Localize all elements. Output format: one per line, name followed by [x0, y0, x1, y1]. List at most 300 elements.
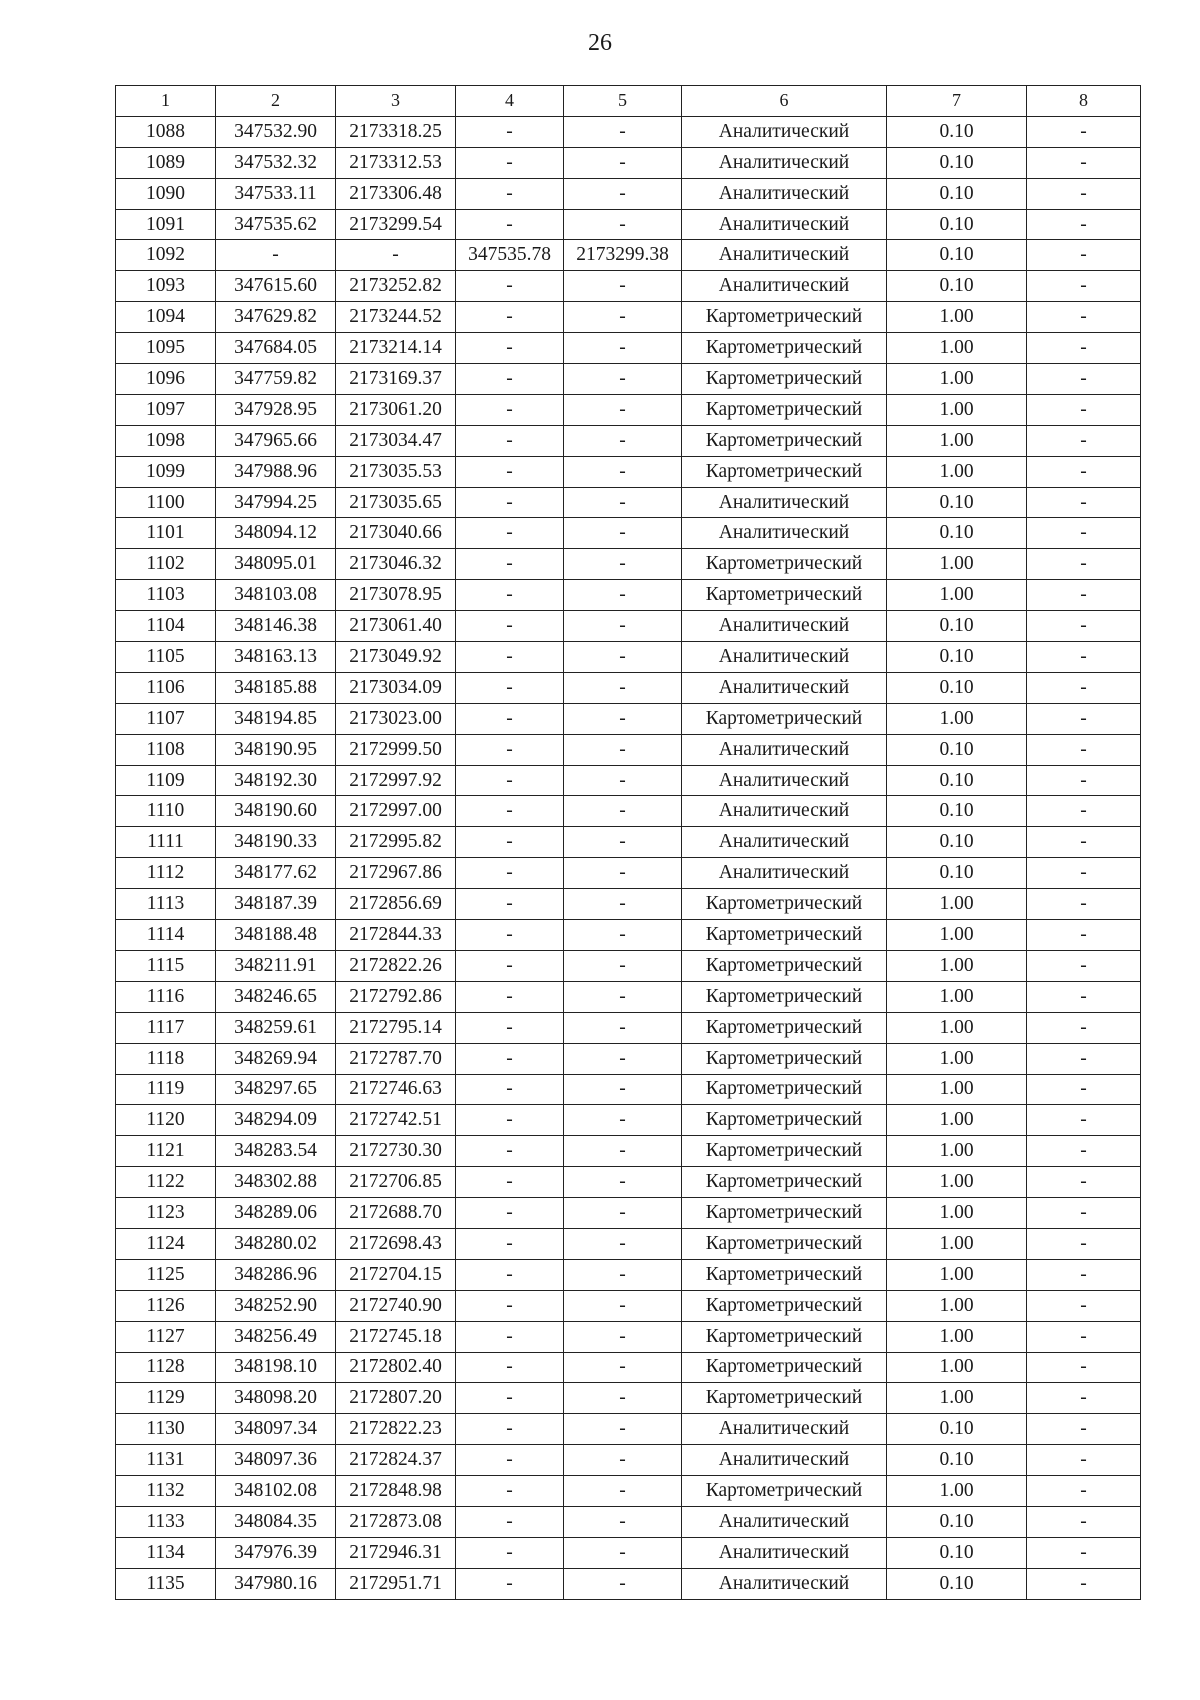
table-cell: 348280.02: [216, 1228, 336, 1259]
table-cell: 2173306.48: [336, 178, 456, 209]
table-cell: -: [456, 487, 564, 518]
table-row: [116, 116, 1141, 147]
table-cell: 348163.13: [216, 642, 336, 673]
table-cell: -: [456, 333, 564, 364]
table-cell: -: [456, 1012, 564, 1043]
table-cell: 2172822.26: [336, 950, 456, 981]
table-cell: 1127: [116, 1321, 216, 1352]
column-header-3: 3: [336, 86, 456, 117]
table-cell: 1131: [116, 1445, 216, 1476]
table-cell: 2172745.18: [336, 1321, 456, 1352]
table-row: [116, 1290, 1141, 1321]
table-cell: Картометрический: [682, 425, 887, 456]
table-cell: -: [564, 425, 682, 456]
table-cell: 1124: [116, 1228, 216, 1259]
table-cell: -: [1027, 1136, 1141, 1167]
table-cell: 1.00: [887, 1352, 1027, 1383]
table-row: [116, 394, 1141, 425]
table-cell: -: [1027, 889, 1141, 920]
table-cell: 1093: [116, 271, 216, 302]
table-cell: -: [1027, 333, 1141, 364]
table-cell: -: [1027, 425, 1141, 456]
table-cell: -: [456, 1414, 564, 1445]
table-row: [116, 827, 1141, 858]
table-cell: 2173061.40: [336, 611, 456, 642]
table-cell: 2172873.08: [336, 1506, 456, 1537]
table-cell: -: [456, 1074, 564, 1105]
table-cell: 1.00: [887, 425, 1027, 456]
table-cell: Картометрический: [682, 1136, 887, 1167]
table-cell: 2172688.70: [336, 1198, 456, 1229]
table-cell: 347532.32: [216, 147, 336, 178]
table-cell: -: [1027, 116, 1141, 147]
table-cell: -: [564, 981, 682, 1012]
table-cell: -: [456, 1105, 564, 1136]
table-cell: 0.10: [887, 1537, 1027, 1568]
table-cell: 347535.78: [456, 240, 564, 271]
table-cell: 1113: [116, 889, 216, 920]
table-cell: 0.10: [887, 209, 1027, 240]
table-cell: 2173299.54: [336, 209, 456, 240]
table-cell: 348286.96: [216, 1259, 336, 1290]
table-cell: -: [1027, 920, 1141, 951]
table-cell: 2172742.51: [336, 1105, 456, 1136]
table-cell: -: [456, 765, 564, 796]
table-cell: -: [456, 950, 564, 981]
table-cell: Аналитический: [682, 240, 887, 271]
table-cell: -: [1027, 1414, 1141, 1445]
table-cell: 1121: [116, 1136, 216, 1167]
table-cell: 1099: [116, 456, 216, 487]
table-cell: -: [456, 116, 564, 147]
table-cell: -: [564, 858, 682, 889]
table-row: [116, 302, 1141, 333]
table-cell: 0.10: [887, 116, 1027, 147]
table-cell: -: [564, 950, 682, 981]
table-row: [116, 858, 1141, 889]
table-cell: 0.10: [887, 827, 1027, 858]
table-cell: -: [564, 1476, 682, 1507]
table-cell: 1.00: [887, 1290, 1027, 1321]
table-cell: -: [1027, 827, 1141, 858]
table-cell: 2172844.33: [336, 920, 456, 951]
table-cell: Аналитический: [682, 1537, 887, 1568]
table-cell: 2172999.50: [336, 734, 456, 765]
table-cell: -: [1027, 240, 1141, 271]
table-cell: -: [564, 672, 682, 703]
table-cell: 347629.82: [216, 302, 336, 333]
table-cell: -: [456, 147, 564, 178]
table-cell: 2172822.23: [336, 1414, 456, 1445]
table-cell: 2172997.92: [336, 765, 456, 796]
table-cell: 0.10: [887, 1414, 1027, 1445]
table-row: [116, 950, 1141, 981]
table-row: [116, 672, 1141, 703]
table-cell: Аналитический: [682, 147, 887, 178]
table-cell: 348098.20: [216, 1383, 336, 1414]
table-cell: -: [456, 1383, 564, 1414]
table-cell: 1.00: [887, 950, 1027, 981]
table-cell: Картометрический: [682, 549, 887, 580]
table-row: [116, 178, 1141, 209]
table-cell: -: [564, 1290, 682, 1321]
table-cell: -: [456, 580, 564, 611]
table-cell: -: [1027, 672, 1141, 703]
table-cell: 2173034.09: [336, 672, 456, 703]
table-cell: -: [564, 518, 682, 549]
table-cell: 347535.62: [216, 209, 336, 240]
table-cell: 1.00: [887, 364, 1027, 395]
table-cell: -: [216, 240, 336, 271]
table-cell: Аналитический: [682, 1414, 887, 1445]
table-cell: 1100: [116, 487, 216, 518]
table-cell: 347533.11: [216, 178, 336, 209]
table-cell: 2172802.40: [336, 1352, 456, 1383]
table-cell: 1119: [116, 1074, 216, 1105]
table-cell: -: [1027, 271, 1141, 302]
table-cell: 348190.33: [216, 827, 336, 858]
table-cell: 0.10: [887, 796, 1027, 827]
table-row: [116, 1321, 1141, 1352]
table-cell: 1.00: [887, 1198, 1027, 1229]
table-cell: 2173244.52: [336, 302, 456, 333]
table-cell: -: [456, 981, 564, 1012]
table-cell: 1108: [116, 734, 216, 765]
table-cell: 0.10: [887, 642, 1027, 673]
table-row: [116, 1383, 1141, 1414]
table-cell: -: [1027, 1043, 1141, 1074]
table-cell: -: [1027, 1321, 1141, 1352]
table-cell: Картометрический: [682, 1290, 887, 1321]
table-cell: 348283.54: [216, 1136, 336, 1167]
table-cell: 0.10: [887, 487, 1027, 518]
table-cell: 2172997.00: [336, 796, 456, 827]
table-cell: -: [456, 920, 564, 951]
table-cell: -: [1027, 611, 1141, 642]
table-row: [116, 1228, 1141, 1259]
table-cell: -: [564, 456, 682, 487]
column-header-4: 4: [456, 86, 564, 117]
table-row: [116, 364, 1141, 395]
table-cell: Картометрический: [682, 1105, 887, 1136]
table-cell: 2173034.47: [336, 425, 456, 456]
table-cell: 1.00: [887, 1105, 1027, 1136]
table-cell: -: [564, 209, 682, 240]
table-cell: 347684.05: [216, 333, 336, 364]
table-cell: 1116: [116, 981, 216, 1012]
table-cell: -: [456, 611, 564, 642]
table-cell: -: [1027, 1537, 1141, 1568]
table-cell: 1133: [116, 1506, 216, 1537]
table-cell: -: [456, 1167, 564, 1198]
table-cell: 1112: [116, 858, 216, 889]
table-cell: Аналитический: [682, 116, 887, 147]
table-cell: 1094: [116, 302, 216, 333]
table-cell: -: [456, 178, 564, 209]
table-cell: -: [456, 734, 564, 765]
table-cell: Картометрический: [682, 920, 887, 951]
table-cell: Картометрический: [682, 580, 887, 611]
table-cell: -: [564, 302, 682, 333]
table-cell: 2172795.14: [336, 1012, 456, 1043]
table-cell: 1090: [116, 178, 216, 209]
table-row: [116, 1476, 1141, 1507]
table-cell: 0.10: [887, 611, 1027, 642]
table-cell: 2172995.82: [336, 827, 456, 858]
table-cell: 1.00: [887, 1136, 1027, 1167]
table-cell: 1.00: [887, 889, 1027, 920]
table-cell: -: [1027, 765, 1141, 796]
column-header-5: 5: [564, 86, 682, 117]
table-cell: Аналитический: [682, 518, 887, 549]
table-cell: -: [456, 1352, 564, 1383]
table-row: [116, 271, 1141, 302]
table-row: [116, 425, 1141, 456]
table-row: [116, 1167, 1141, 1198]
table-cell: 2172698.43: [336, 1228, 456, 1259]
table-cell: 1103: [116, 580, 216, 611]
table-cell: -: [564, 827, 682, 858]
table-cell: -: [564, 765, 682, 796]
table-cell: 1128: [116, 1352, 216, 1383]
table-cell: 1.00: [887, 1383, 1027, 1414]
table-cell: -: [456, 1259, 564, 1290]
table-cell: Картометрический: [682, 1476, 887, 1507]
table-cell: -: [1027, 518, 1141, 549]
table-cell: 347532.90: [216, 116, 336, 147]
table-cell: -: [1027, 1105, 1141, 1136]
table-cell: Картометрический: [682, 1167, 887, 1198]
table-cell: 0.10: [887, 765, 1027, 796]
table-cell: 2173214.14: [336, 333, 456, 364]
table-cell: 2172704.15: [336, 1259, 456, 1290]
table-cell: -: [1027, 580, 1141, 611]
table-cell: 2173078.95: [336, 580, 456, 611]
table-cell: -: [1027, 394, 1141, 425]
table-cell: 348095.01: [216, 549, 336, 580]
table-cell: 1102: [116, 549, 216, 580]
table-cell: -: [564, 1167, 682, 1198]
table-cell: Картометрический: [682, 364, 887, 395]
table-cell: -: [456, 1537, 564, 1568]
table-cell: 1109: [116, 765, 216, 796]
table-row: [116, 1198, 1141, 1229]
table-row: [116, 1105, 1141, 1136]
table-cell: 348103.08: [216, 580, 336, 611]
table-cell: 348289.06: [216, 1198, 336, 1229]
table-cell: 348198.10: [216, 1352, 336, 1383]
table-cell: 2172807.20: [336, 1383, 456, 1414]
table-cell: -: [564, 1506, 682, 1537]
table-cell: -: [564, 1537, 682, 1568]
table-cell: -: [564, 1136, 682, 1167]
table-cell: 2172787.70: [336, 1043, 456, 1074]
table-cell: 348211.91: [216, 950, 336, 981]
table-cell: -: [1027, 1259, 1141, 1290]
table-cell: -: [564, 611, 682, 642]
table-cell: 2173061.20: [336, 394, 456, 425]
table-cell: 1123: [116, 1198, 216, 1229]
table-cell: Картометрический: [682, 394, 887, 425]
table-cell: -: [564, 734, 682, 765]
table-cell: -: [456, 889, 564, 920]
table-cell: 348185.88: [216, 672, 336, 703]
table-row: [116, 240, 1141, 271]
table-row: [116, 518, 1141, 549]
table-cell: 2172951.71: [336, 1568, 456, 1599]
table-cell: -: [564, 1414, 682, 1445]
table-cell: Картометрический: [682, 302, 887, 333]
table-cell: -: [1027, 1012, 1141, 1043]
table-cell: 1.00: [887, 333, 1027, 364]
table-cell: -: [456, 703, 564, 734]
table-cell: Картометрический: [682, 1043, 887, 1074]
table-cell: 2173169.37: [336, 364, 456, 395]
table-row: [116, 1043, 1141, 1074]
table-cell: 1114: [116, 920, 216, 951]
column-header-7: 7: [887, 86, 1027, 117]
table-cell: 1.00: [887, 1012, 1027, 1043]
table-cell: 1.00: [887, 981, 1027, 1012]
table-cell: -: [564, 147, 682, 178]
table-cell: -: [336, 240, 456, 271]
table-cell: 347980.16: [216, 1568, 336, 1599]
table-cell: Аналитический: [682, 178, 887, 209]
table-cell: -: [1027, 1290, 1141, 1321]
table-row: [116, 147, 1141, 178]
table-cell: -: [564, 703, 682, 734]
table-cell: 347965.66: [216, 425, 336, 456]
table-cell: Картометрический: [682, 889, 887, 920]
table-cell: -: [456, 271, 564, 302]
table-cell: Аналитический: [682, 734, 887, 765]
table-cell: 0.10: [887, 271, 1027, 302]
table-row: [116, 1352, 1141, 1383]
table-cell: Картометрический: [682, 333, 887, 364]
table-cell: 1092: [116, 240, 216, 271]
table-row: [116, 1414, 1141, 1445]
table-cell: 1091: [116, 209, 216, 240]
table-cell: Аналитический: [682, 796, 887, 827]
table-cell: Картометрический: [682, 1012, 887, 1043]
table-cell: -: [1027, 549, 1141, 580]
table-row: [116, 1506, 1141, 1537]
table-row: [116, 1537, 1141, 1568]
table-cell: -: [564, 1043, 682, 1074]
table-cell: -: [564, 1074, 682, 1105]
table-row: [116, 765, 1141, 796]
table-cell: 0.10: [887, 1445, 1027, 1476]
table-cell: -: [1027, 1198, 1141, 1229]
table-cell: -: [564, 889, 682, 920]
table-cell: 1130: [116, 1414, 216, 1445]
table-cell: 1088: [116, 116, 216, 147]
table-cell: 2172706.85: [336, 1167, 456, 1198]
table-cell: Аналитический: [682, 642, 887, 673]
table-cell: 0.10: [887, 734, 1027, 765]
table-cell: 1104: [116, 611, 216, 642]
table-row: [116, 1568, 1141, 1599]
table-cell: 2172848.98: [336, 1476, 456, 1507]
table-cell: Аналитический: [682, 209, 887, 240]
table-cell: -: [1027, 147, 1141, 178]
table-row: [116, 981, 1141, 1012]
table-cell: 1.00: [887, 1074, 1027, 1105]
table-cell: 347976.39: [216, 1537, 336, 1568]
table-cell: Картометрический: [682, 950, 887, 981]
table-cell: 0.10: [887, 1568, 1027, 1599]
table-cell: -: [564, 271, 682, 302]
table-cell: -: [1027, 1167, 1141, 1198]
table-cell: Аналитический: [682, 672, 887, 703]
table-cell: 1125: [116, 1259, 216, 1290]
table-cell: -: [564, 394, 682, 425]
table-cell: Аналитический: [682, 765, 887, 796]
table-cell: 348302.88: [216, 1167, 336, 1198]
table-cell: -: [456, 1445, 564, 1476]
table-cell: 0.10: [887, 858, 1027, 889]
table-cell: -: [1027, 1228, 1141, 1259]
table-cell: Картометрический: [682, 1074, 887, 1105]
table-cell: 348187.39: [216, 889, 336, 920]
table-cell: -: [564, 178, 682, 209]
table-cell: 0.10: [887, 147, 1027, 178]
table-cell: 348097.34: [216, 1414, 336, 1445]
table-cell: -: [456, 425, 564, 456]
table-cell: 348102.08: [216, 1476, 336, 1507]
table-cell: 1107: [116, 703, 216, 734]
table-cell: 1115: [116, 950, 216, 981]
table-cell: 348084.35: [216, 1506, 336, 1537]
table-cell: 2173046.32: [336, 549, 456, 580]
table-cell: 2172746.63: [336, 1074, 456, 1105]
table-cell: 348269.94: [216, 1043, 336, 1074]
table-cell: 347928.95: [216, 394, 336, 425]
table-cell: -: [564, 1445, 682, 1476]
table-cell: -: [1027, 1074, 1141, 1105]
table-cell: -: [564, 1228, 682, 1259]
table-cell: 1089: [116, 147, 216, 178]
table-cell: -: [456, 1136, 564, 1167]
table-cell: -: [564, 1012, 682, 1043]
table-cell: 1135: [116, 1568, 216, 1599]
table-cell: 348259.61: [216, 1012, 336, 1043]
table-row: [116, 703, 1141, 734]
table-cell: Картометрический: [682, 1321, 887, 1352]
table-cell: 347994.25: [216, 487, 336, 518]
table-cell: 2172946.31: [336, 1537, 456, 1568]
table-cell: -: [1027, 858, 1141, 889]
table-cell: -: [564, 549, 682, 580]
table-cell: 2173318.25: [336, 116, 456, 147]
table-cell: -: [1027, 1568, 1141, 1599]
table-header-row: [116, 86, 1141, 117]
table-cell: -: [456, 1198, 564, 1229]
table-cell: 347988.96: [216, 456, 336, 487]
table-cell: 1.00: [887, 1321, 1027, 1352]
table-cell: -: [564, 920, 682, 951]
table-cell: -: [1027, 302, 1141, 333]
table-cell: 1126: [116, 1290, 216, 1321]
table-row: [116, 642, 1141, 673]
table-cell: -: [456, 642, 564, 673]
table-cell: Картометрический: [682, 981, 887, 1012]
table-cell: 347759.82: [216, 364, 336, 395]
table-cell: -: [1027, 364, 1141, 395]
table-cell: -: [1027, 456, 1141, 487]
table-cell: 1.00: [887, 703, 1027, 734]
table-cell: 1132: [116, 1476, 216, 1507]
